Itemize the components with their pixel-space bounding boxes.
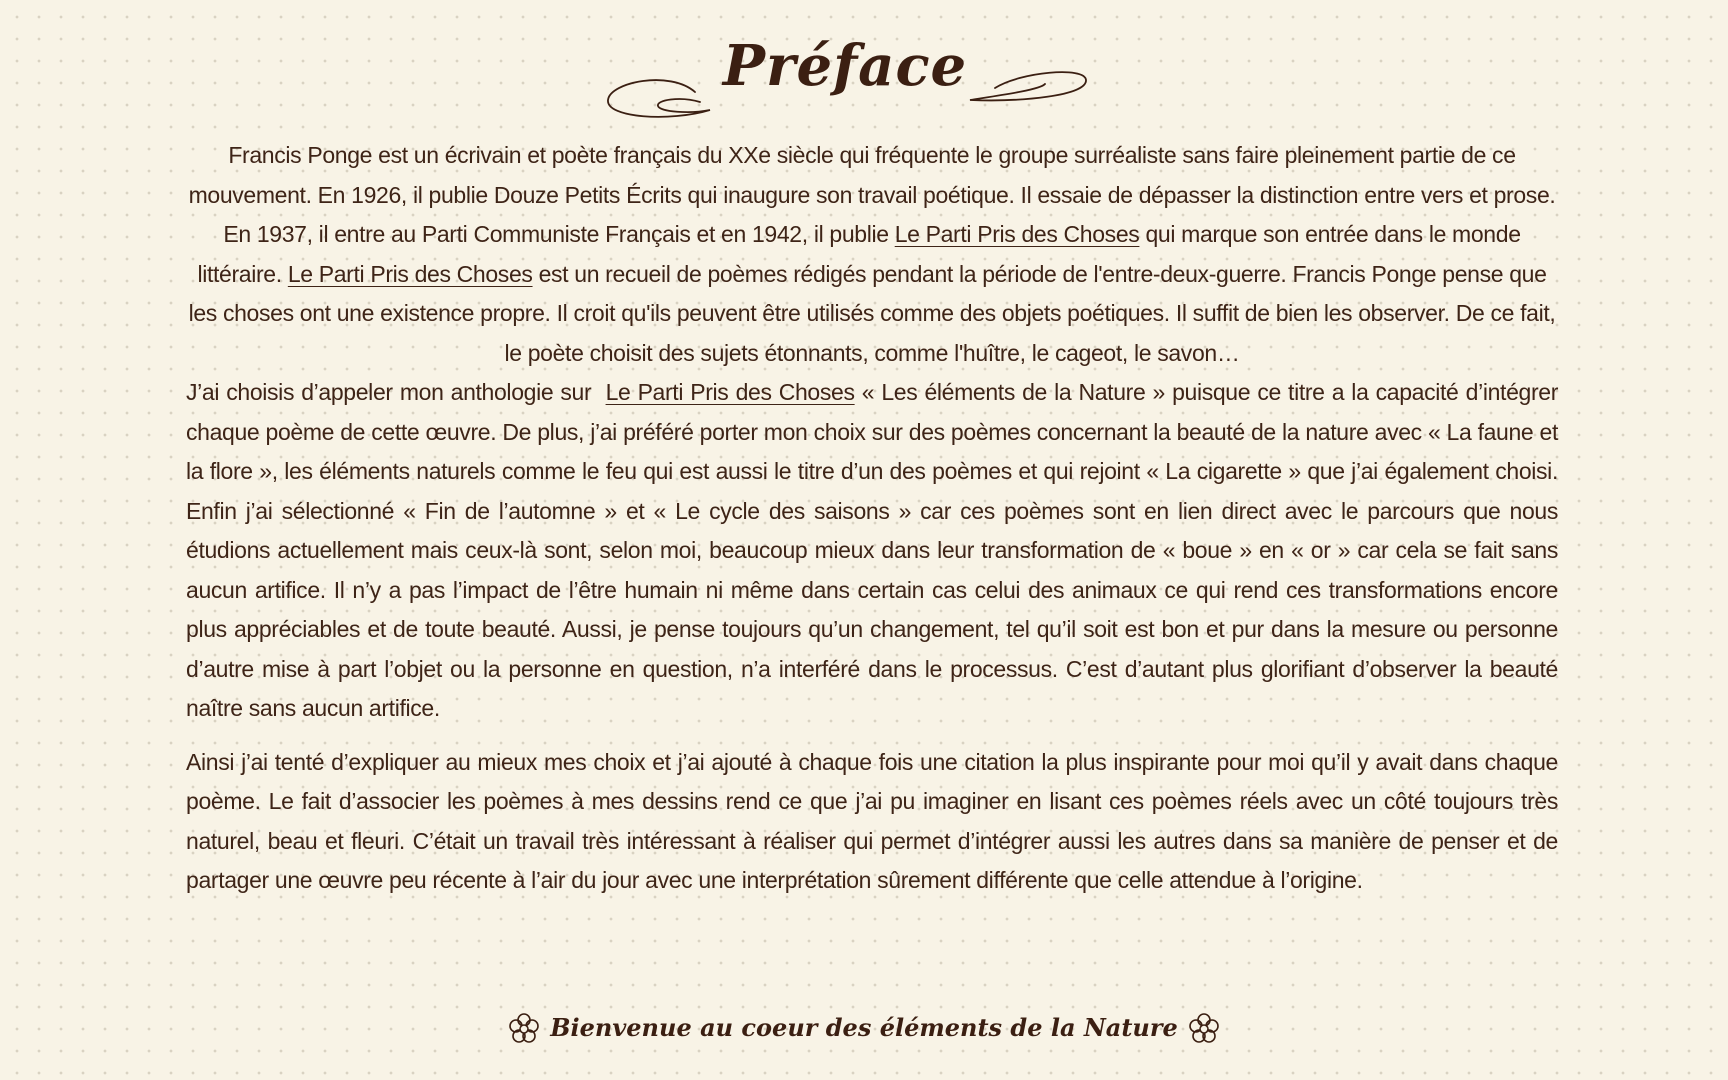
- title-block: [600, 30, 1090, 120]
- paragraph-text: J’ai choisis d’appeler mon anthologie sur: [186, 379, 606, 405]
- flower-icon: [508, 1012, 540, 1044]
- flower-icon: [1188, 1012, 1220, 1044]
- paragraph-text: Francis Ponge est un écrivain et poète français du XXe siècle qui fréquente le groupe surréaliste sans faire pleinement partie de ce mouvement. En 1926, il publie Douze Petits Écrits qui inaugure son travail poétique. Il essaie de dépasser la distinction entre vers et prose. En 1937, il entre au Parti Communiste Français et en 1942, il publie: [188, 142, 1556, 247]
- book-title-link[interactable]: Le Parti Pris des Choses: [894, 221, 1140, 247]
- book-title-link[interactable]: Le Parti Pris des Choses: [287, 260, 533, 287]
- book-title-link[interactable]: Le Parti Pris des Choses: [605, 379, 855, 405]
- preface-paragraph-3: Ainsi j’ai tenté d’expliquer au mieux mes choix et j’ai ajouté à chaque fois une citation la plus inspirante pour moi qu’il y avait dans chaque poème. Le fait d’associer les poèmes à mes dessins rend ce que j’ai pu imaginer en lisant ces poèmes réels avec un côté toujours très naturel, beau et fleuri. C’était un travail très intéressant à réaliser qui permet d’intégrer aussi les autres dans sa manière de penser et de partager une œuvre peu récente à l’air du jour avec une interprétation sûrement différente que celle attendue à l’origine.: [186, 748, 1558, 893]
- preface-paragraph-1: [186, 136, 1558, 373]
- paragraph-text: qui marque son entrée dans le monde littéraire.: [197, 221, 1521, 287]
- footer-text: Bienvenue au coeur des éléments de la Nature: [550, 1013, 1178, 1042]
- preface-paragraph-2: [186, 373, 1558, 729]
- page-title: Préface: [722, 33, 968, 99]
- paragraph-text: est un recueil de poèmes rédigés pendant la période de l'entre-deux-guerre. Francis Ponge pense que les choses ont une existence propre. Il croit qu'ils peuvent être utilisés comme des objets poétiques. Il suffit de bien les observer. De ce fait, le poète choisit des sujets étonnants, comme l'huître, le cageot, le savon…: [188, 260, 1556, 366]
- preface-body: [186, 136, 1558, 901]
- paragraph-text: « Les éléments de la Nature » puisque ce titre a la capacité d’intégrer chaque poème de cette œuvre. De plus, j’ai préféré porter mon choix sur des poèmes concernant la beauté de la nature avec « La faune et la flore », les éléments naturels comme le feu qui est aussi le titre d’un des poèmes et qui rejoint « La cigarette » que j’ai également choisi. Enfin j’ai sélectionné « Fin de l’automne » et « Le cycle des saisons » car ces poèmes sont en lien direct avec le parcours que nous étudions actuellement mais ceux-là sont, selon moi, beaucoup mieux dans leur transformation de « boue » en « or » car cela se fait sans aucun artifice. Il n’y a pas l’impact de l’être humain ni même dans certain cas celui des animaux ce qui rend ces transformations encore plus appréciables et de toute beauté. Aussi, je pense toujours qu’un changement, tel qu’il soit est bon et pur dans la mesure ou personne d’autre mise à part l’objet ou la personne en question, n’a interféré dans le processus. C’est d’autant plus glorifiant d’observer la beauté naître sans aucun artifice.: [186, 379, 1559, 721]
- footer-banner: [0, 1008, 1728, 1048]
